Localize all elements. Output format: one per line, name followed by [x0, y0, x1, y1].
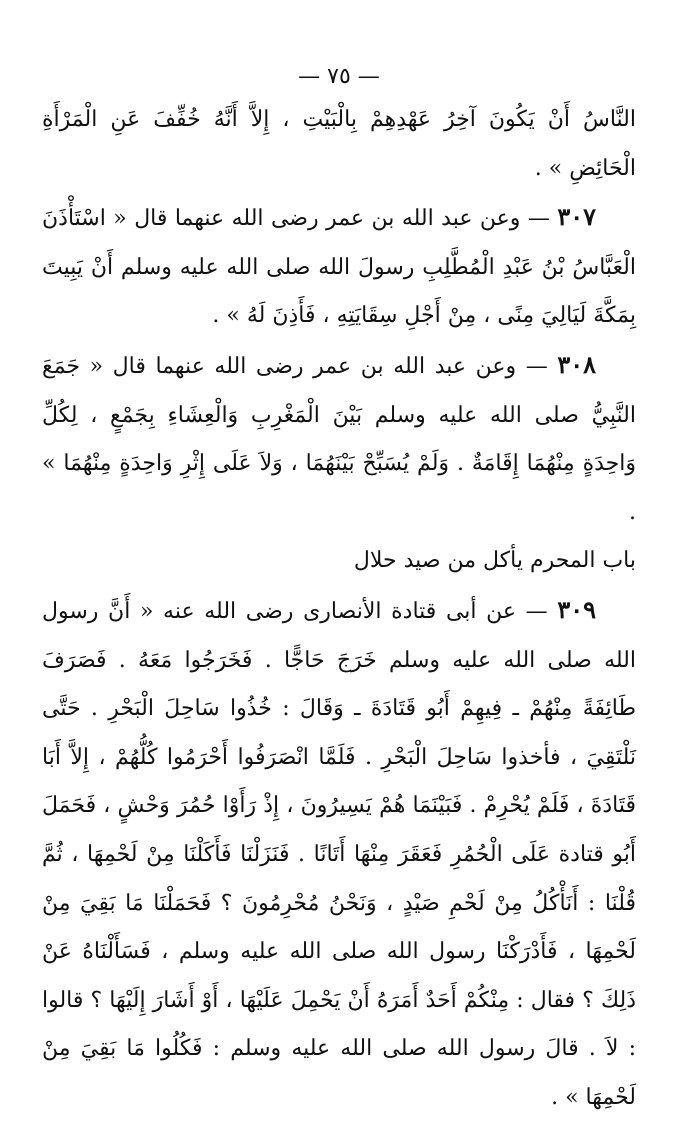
- hadith-number: ٣٠٩: [557, 594, 597, 624]
- hadith-text: — وعن عبد الله بن عمر رضى الله عنهما قال « اسْتَأْذَنَ الْعَبَّاسُ بْنُ عَبْدِ الْمُطَّلِبِ رسولَ الله صلى الله عليه وسلم أَنْ يَبِيتَ بِمَكَّةَ لَيَالِيَ مِنًى ، مِنْ أَجْلِ سِقَايَتِهِ ، فَأَذِنَ لَهُ » .: [42, 206, 636, 329]
- hadith-309: [42, 586, 636, 1122]
- hadith-number: ٣٠٧: [557, 202, 596, 232]
- page-number: — ٧٥ —: [298, 64, 380, 89]
- paragraph-continuation: [42, 96, 636, 193]
- section-heading: باب المحرم يأكل من صيد حلال: [353, 548, 636, 574]
- body-text: [42, 96, 636, 1122]
- hadith-308: [42, 341, 636, 537]
- hadith-text: — وعن عبد الله بن عمر رضى الله عنهما قال « جَمَعَ النَّبِيُّ صلى الله عليه وسلم بَيْنَ الْمَغْرِبِ وَالْعِشَاءِ بِجَمْعٍ ، لِكُلِّ وَاحِدَةٍ مِنْهُمَا إِقَامَةٌ . وَلَمْ يُسَبِّحْ بَيْنَهُمَا ، وَلاَ عَلَى إِثْرِ وَاحِدَةٍ مِنْهُمَا » .: [42, 353, 636, 525]
- hadith-text: — عن أبى قتادة الأنصارى رضى الله عنه « أَنَّ رسول الله صلى الله عليه وسلم خَرَجَ حَاجًّا . فَخَرَجُوا مَعَهُ . فَصَرَفَ طَائِفَةً مِنْهُمْ ـ فِيهِمْ أَبُو قَتَادَةَ ـ وَقَالَ : خُذُوا سَاحِلَ الْبَحْرِ . حَتَّى نَلْتَقِيَ ، فأخذوا سَاحِلَ الْبَحْرِ . فَلَمَّا انْصَرَفُوا أَحْرَمُوا كُلُّهُمْ ، إِلاَّ أَبَا قَتَادَةَ ، فَلَمْ يُحْرِمْ . فَبَيْنَمَا هُمْ يَسِيرُونَ ، إِذْ رَأَوْا حُمُرَ وَحْشٍ ، فَحَمَلَ أَبُو قتادة عَلَى الْحُمُرِ فَعَقَرَ مِنْهَا أَتَانًا . فَنَزَلْنَا فَأَكَلْنَا مِنْ لَحْمِهَا ، ثُمَّ قُلْنَا : أَنَأْكُلُ مِنْ لَحْمِ صَيْدٍ ، وَنَحْنُ مُحْرِمُونَ ؟ فَحَمَلْنَا مَا بَقِيَ مِنْ لَحْمِهَا ، فَأَدْرَكْنَا رسول الله صلى الله عليه وسلم ، فَسَأَلْنَاهُ عَنْ ذَلِكَ ؟ فقال : مِنْكُمْ أَحَدٌ أَمَرَهُ أَنْ يَحْمِلَ عَلَيْهَا ، أَوْ أَشَارَ إِلَيْهَا ؟ قالوا : لاَ . قالَ رسول الله صلى الله عليه وسلم : فَكُلُوا مَا بَقِيَ مِنْ لَحْمِهَا » .: [42, 598, 636, 1110]
- hadith-number: ٣٠٨: [557, 349, 596, 379]
- hadith-307: [42, 193, 636, 341]
- paragraph-text: النَّاسُ أَنْ يَكُونَ آخِرُ عَهْدِهِمْ بِالْبَيْتِ ، إِلاَّ أَنَّهُ خُفِّفَ عَنِ الْمَرْأَةِ الْحَائِضِ » .: [42, 107, 636, 181]
